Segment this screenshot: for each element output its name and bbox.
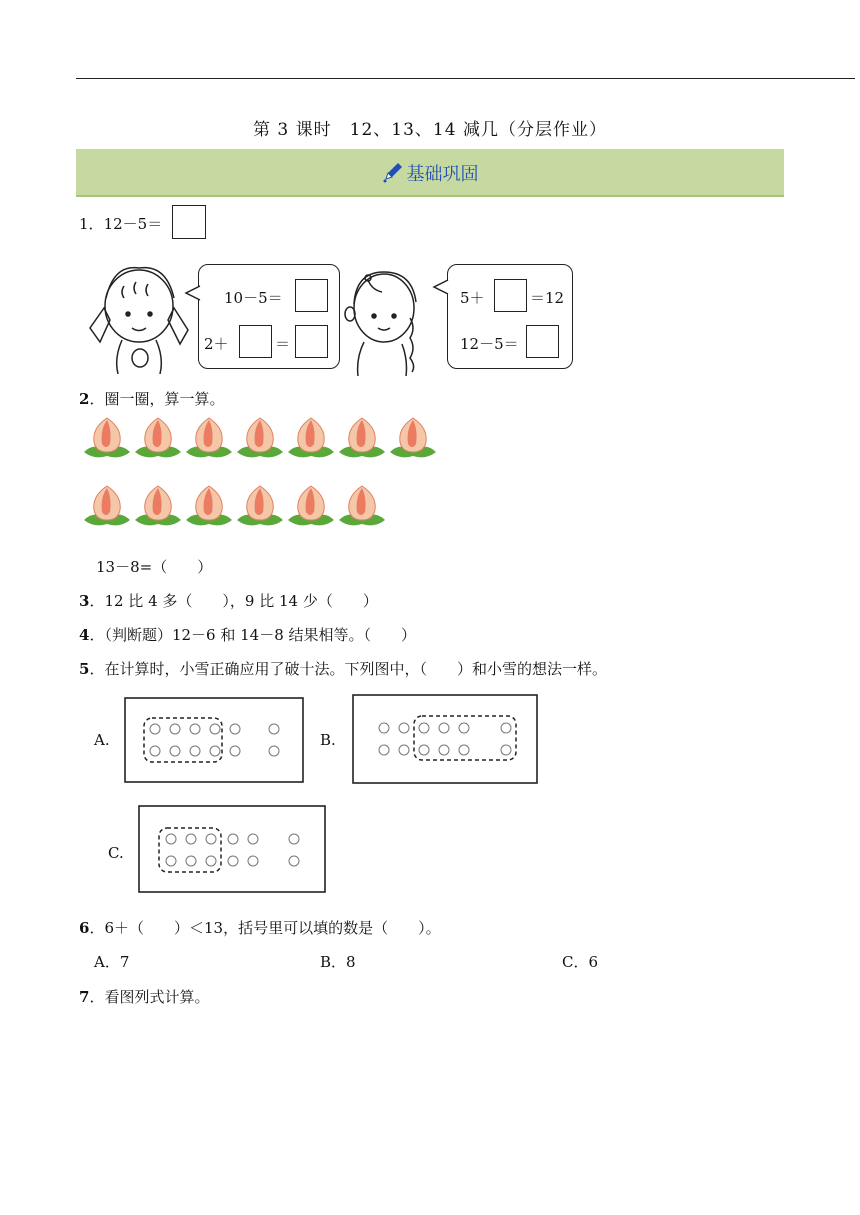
speech-bubble-right bbox=[447, 264, 573, 369]
bubble-equation: 12－5＝ bbox=[460, 335, 519, 353]
question-4: 4．（判断题）12－6 和 14－8 结果相等。（ ） bbox=[79, 626, 417, 644]
question-text: 看图列式计算。 bbox=[104, 988, 210, 1006]
bubble-equation: ＝12 bbox=[530, 289, 565, 307]
question-number: 7 bbox=[79, 988, 90, 1006]
header-rule bbox=[76, 78, 855, 79]
question-number: 1 bbox=[79, 215, 89, 233]
option-c-label[interactable]: C. bbox=[108, 844, 124, 862]
question-7: 7．看图列式计算。 bbox=[79, 988, 210, 1006]
section-label: 基础巩固 bbox=[406, 164, 479, 185]
peach-image[interactable] bbox=[184, 482, 234, 532]
peach-image[interactable] bbox=[337, 414, 387, 464]
question-2: 2．圈一圈，算一算。 bbox=[79, 390, 225, 408]
question-number: 6 bbox=[79, 919, 90, 937]
option-b-figure[interactable] bbox=[352, 694, 538, 784]
peach-image[interactable] bbox=[82, 414, 132, 464]
question-2-expression: 13－8=（ ） bbox=[96, 558, 213, 576]
question-number: 2 bbox=[79, 390, 90, 408]
peach-image[interactable] bbox=[184, 414, 234, 464]
question-1: 1．12－5＝ bbox=[79, 215, 163, 233]
option-c-figure[interactable] bbox=[138, 805, 326, 893]
peach-image[interactable] bbox=[82, 482, 132, 532]
question-3: 3．12 比 4 多（ ），9 比 14 少（ ） bbox=[79, 592, 378, 610]
answer-box[interactable] bbox=[172, 205, 206, 239]
option-b[interactable]: B．8 bbox=[320, 953, 356, 971]
question-text: 6＋（ ）＜13，括号里可以填的数是（ ）。 bbox=[104, 919, 441, 937]
answer-box[interactable] bbox=[295, 325, 328, 358]
question-text: 12－5＝ bbox=[103, 215, 163, 233]
peach-image[interactable] bbox=[235, 414, 285, 464]
option-c[interactable]: C．6 bbox=[562, 953, 599, 971]
question-number: 4 bbox=[79, 626, 90, 644]
question-text: （判断题）12－6 和 14－8 结果相等。（ ） bbox=[104, 626, 417, 644]
answer-box[interactable] bbox=[526, 325, 559, 358]
option-b-label[interactable]: B. bbox=[320, 731, 336, 749]
peach-row bbox=[82, 482, 392, 530]
peach-row bbox=[82, 414, 442, 462]
bubble-equation: 10－5＝ bbox=[224, 289, 283, 307]
option-a[interactable]: A．7 bbox=[94, 953, 130, 971]
peach-image[interactable] bbox=[133, 482, 183, 532]
bubble-tail bbox=[184, 284, 202, 302]
peach-image[interactable] bbox=[337, 482, 387, 532]
answer-box[interactable] bbox=[494, 279, 527, 312]
option-a-figure[interactable] bbox=[124, 697, 304, 783]
bubble-tail bbox=[432, 278, 450, 296]
answer-box[interactable] bbox=[239, 325, 272, 358]
question-text: 在计算时，小雪正确应用了破十法。下列图中，（ ）和小雪的想法一样。 bbox=[104, 660, 607, 678]
peach-image[interactable] bbox=[133, 414, 183, 464]
peach-image[interactable] bbox=[388, 414, 438, 464]
question-number: 5 bbox=[79, 660, 90, 678]
bubble-equation: 5＋ bbox=[460, 289, 485, 307]
option-a-label[interactable]: A. bbox=[94, 731, 110, 749]
girl-illustration bbox=[342, 262, 432, 376]
peach-image[interactable] bbox=[286, 414, 336, 464]
question-text: 12 比 4 多（ ），9 比 14 少（ ） bbox=[104, 592, 378, 610]
question-number: 3 bbox=[79, 592, 90, 610]
bubble-equation: ＝ bbox=[275, 335, 291, 353]
section-banner bbox=[76, 149, 784, 197]
bubble-equation: 2＋ bbox=[204, 335, 229, 353]
peach-image[interactable] bbox=[235, 482, 285, 532]
girl-illustration bbox=[84, 258, 194, 374]
question-6: 6．6＋（ ）＜13，括号里可以填的数是（ ）。 bbox=[79, 919, 441, 937]
speech-bubble-left bbox=[198, 264, 340, 369]
question-5: 5．在计算时，小雪正确应用了破十法。下列图中，（ ）和小雪的想法一样。 bbox=[79, 660, 607, 678]
page-title: 第 3 课时 12、13、14 减几（分层作业） bbox=[253, 120, 607, 140]
pencil-icon bbox=[382, 161, 404, 183]
peach-image[interactable] bbox=[286, 482, 336, 532]
answer-box[interactable] bbox=[295, 279, 328, 312]
question-text: 圈一圈，算一算。 bbox=[104, 390, 225, 408]
